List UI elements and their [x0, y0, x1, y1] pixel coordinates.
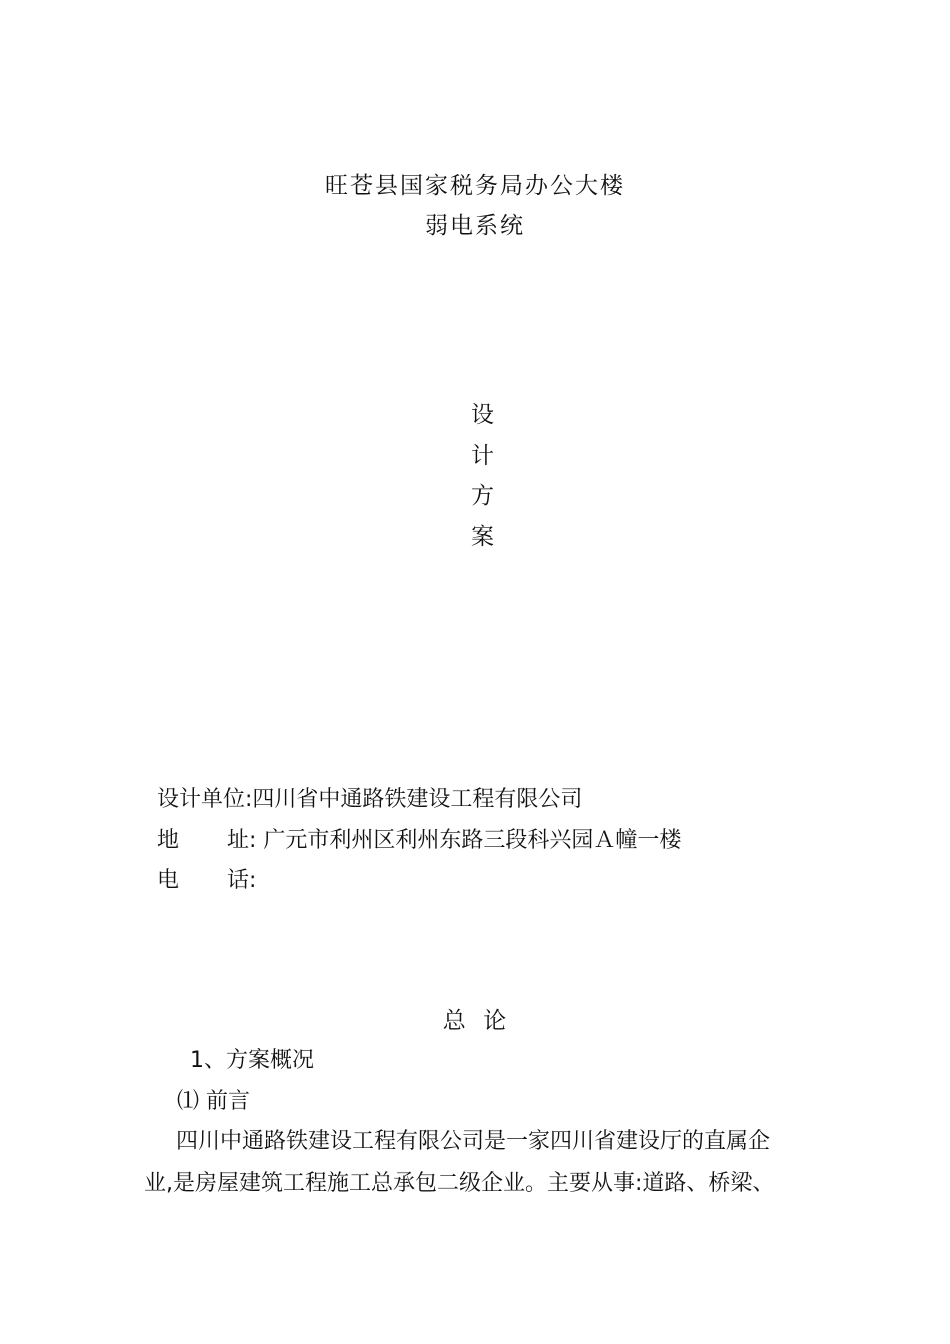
address-value: 广元市利州区利州东路三段科兴园Ａ幢一楼 [263, 827, 682, 853]
design-char-4: 案 [471, 523, 494, 550]
design-unit-value: 四川省中通路铁建设工程有限公司 [252, 787, 583, 812]
phone-label-part-2: 话: [227, 868, 257, 893]
address-label-part-2: 址: [227, 827, 257, 853]
cover-title [0, 166, 950, 246]
paragraph-line-1: 四川中通路铁建设工程有限公司是一家四川省建设厅的直属企 [176, 1129, 771, 1154]
design-plan-vertical-title [0, 395, 950, 557]
design-char-3: 方 [471, 483, 494, 509]
design-char-1: 设 [471, 402, 494, 428]
cover-title-line-1: 旺苍县国家税务局办公大楼 [325, 173, 625, 199]
phone-label-part-1: 电 [157, 868, 180, 893]
section-title: 总 论 [442, 1008, 508, 1034]
heading-overview: 1、方案概况 [190, 1048, 314, 1073]
design-unit-label: 设计单位: [157, 787, 253, 812]
cover-title-line-2: 弱电系统 [425, 213, 525, 239]
design-unit-row [157, 780, 681, 821]
heading-preface: ⑴ 前言 [177, 1089, 250, 1114]
preface-paragraph [144, 1121, 834, 1205]
design-char-2: 计 [471, 442, 494, 469]
phone-row [157, 861, 681, 902]
company-info [157, 780, 681, 902]
address-row [157, 821, 681, 862]
address-label-part-1: 地 [157, 827, 180, 853]
paragraph-line-2: 业,是房屋建筑工程施工总承包二级企业。主要从事:道路、桥梁、 [144, 1171, 775, 1196]
